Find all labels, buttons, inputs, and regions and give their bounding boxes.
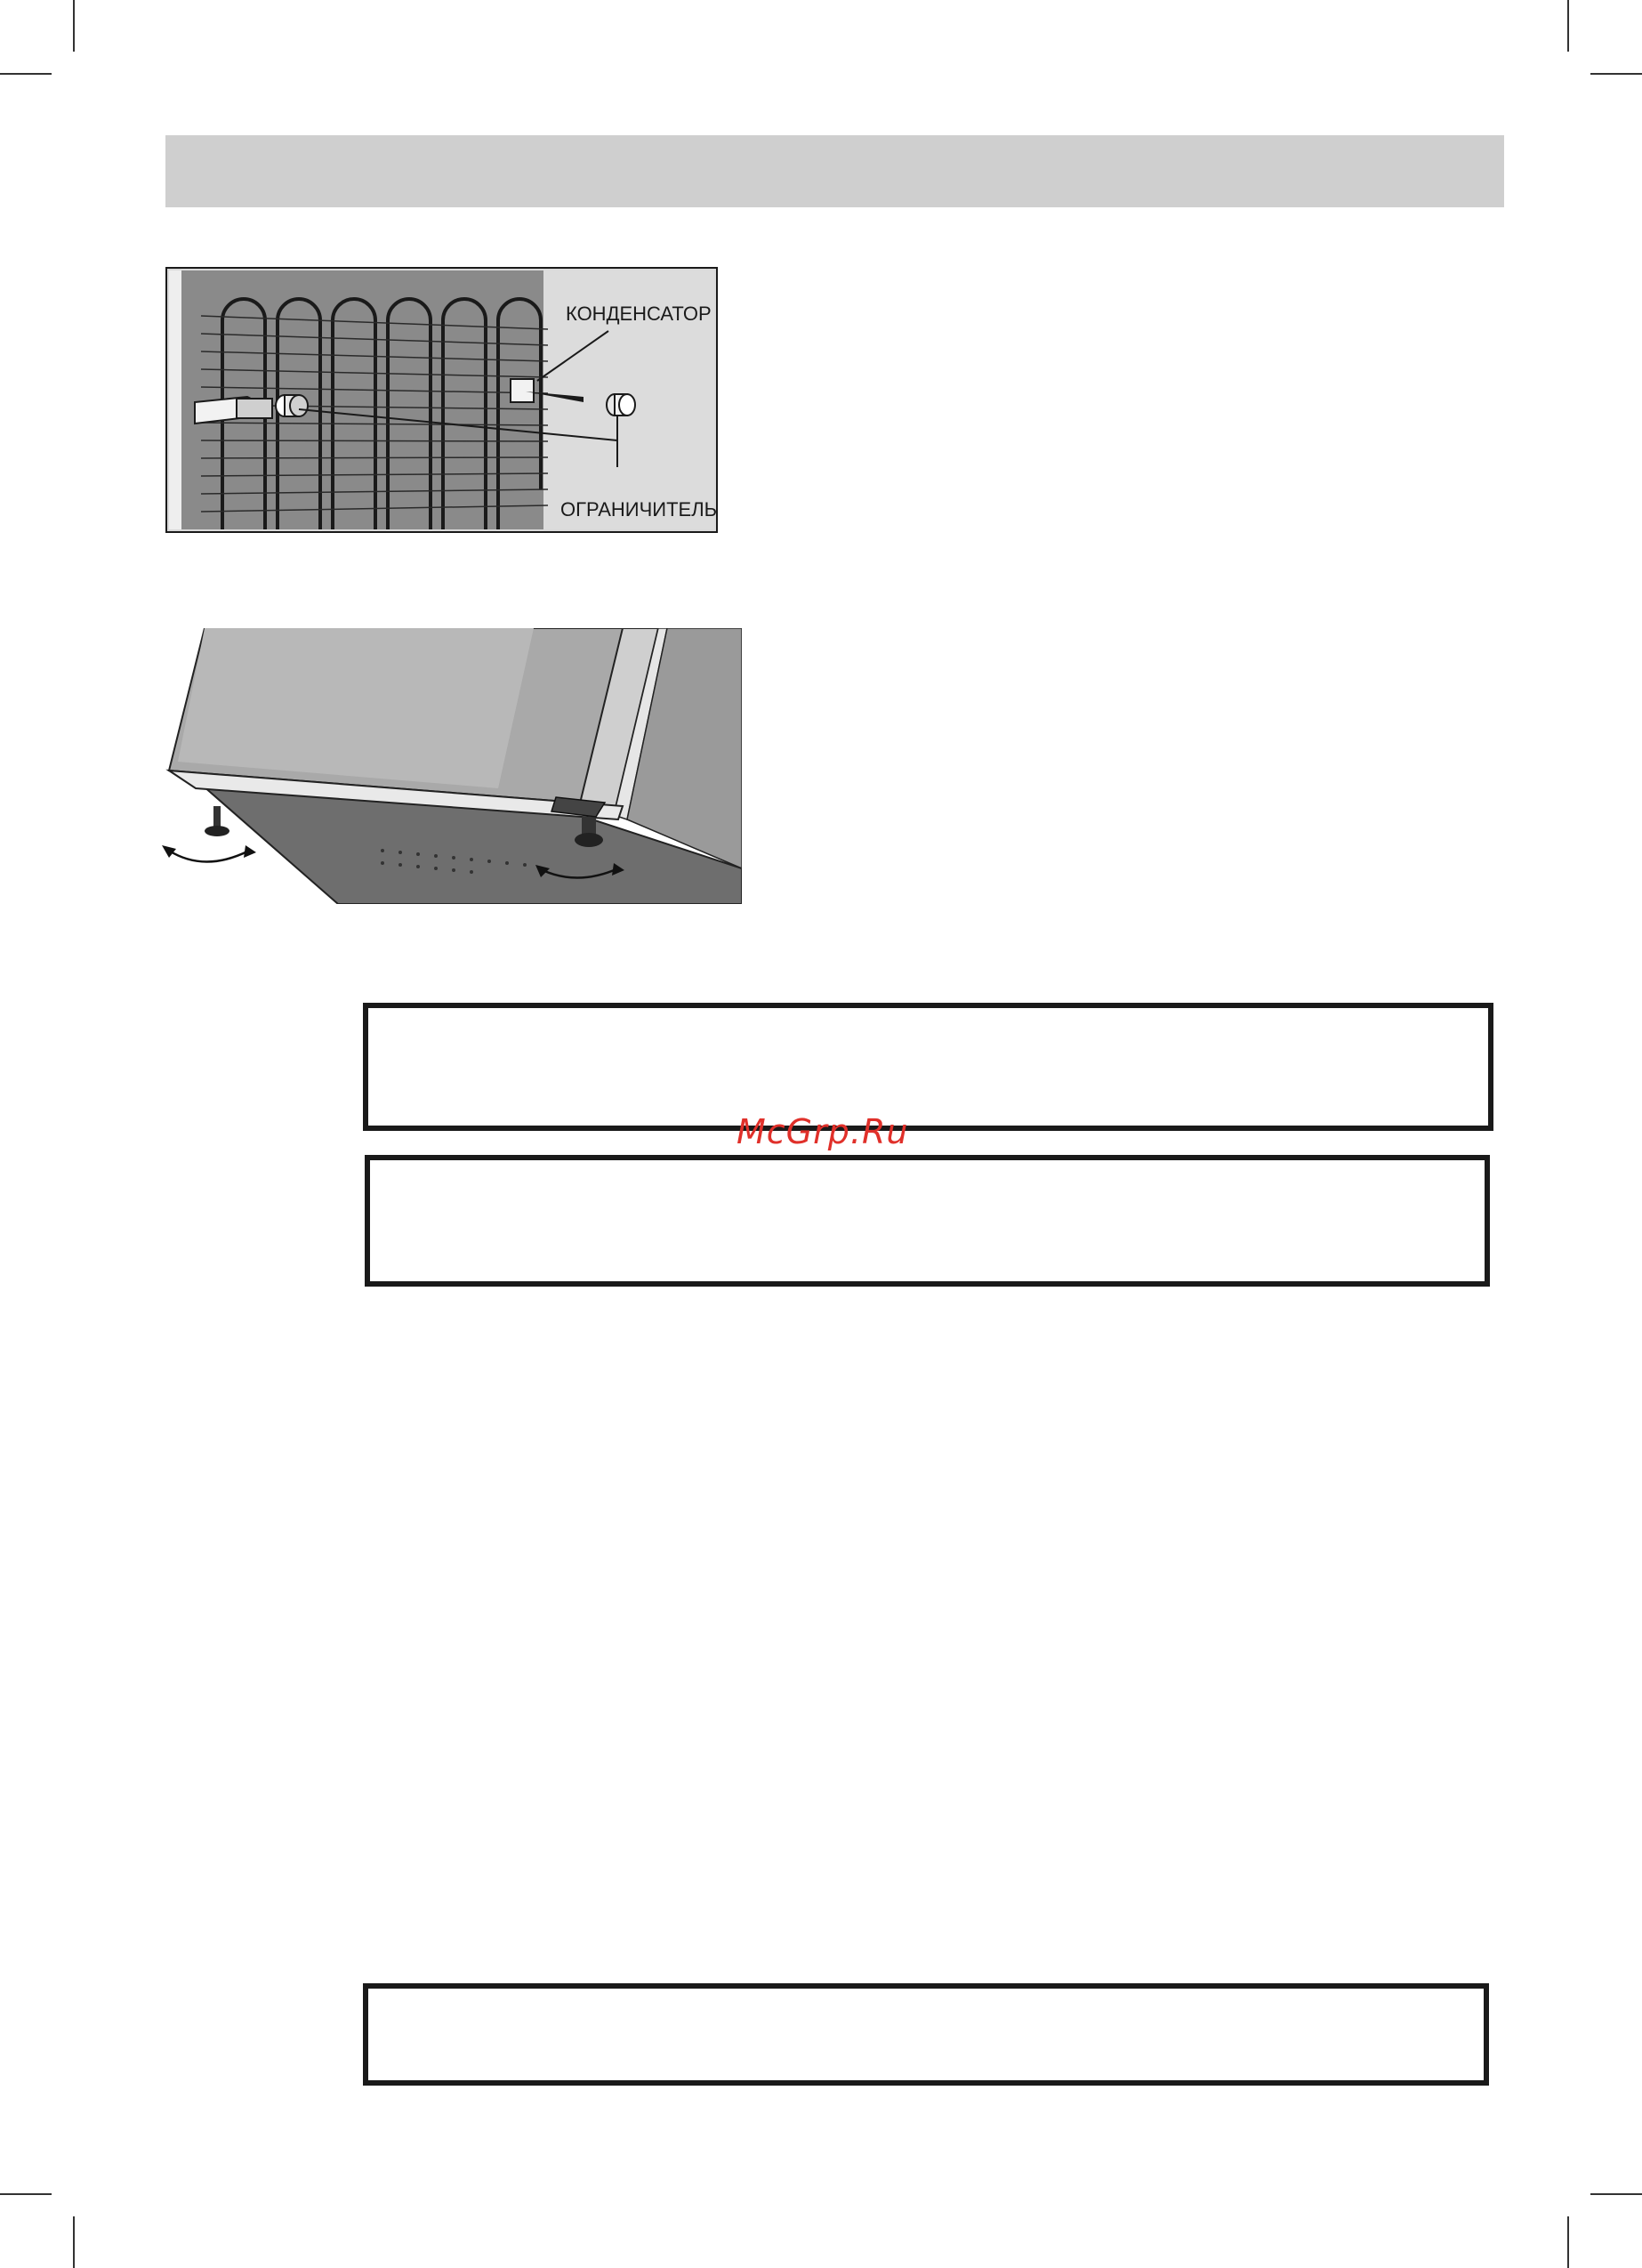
crop-mark bbox=[1567, 0, 1569, 52]
notice-box-1 bbox=[363, 1003, 1493, 1131]
watermark: McGrp.Ru bbox=[736, 1112, 909, 1151]
crop-mark bbox=[73, 2216, 75, 2268]
notice-box-2 bbox=[365, 1155, 1490, 1287]
condenser-label: КОНДЕНСАТОР bbox=[566, 303, 712, 325]
condenser-illustration bbox=[165, 267, 718, 533]
crop-mark bbox=[1590, 73, 1642, 75]
limiter-label: ОГРАНИЧИТЕЛЬ bbox=[560, 498, 718, 521]
notice-box-3 bbox=[363, 1983, 1489, 2086]
condenser-figure bbox=[165, 267, 718, 533]
leveling-feet-figure bbox=[160, 628, 742, 904]
crop-mark bbox=[0, 2193, 52, 2195]
crop-mark bbox=[0, 73, 52, 75]
crop-mark bbox=[1590, 2193, 1642, 2195]
section-header-bar bbox=[165, 135, 1504, 207]
crop-mark bbox=[1567, 2216, 1569, 2268]
crop-mark bbox=[73, 0, 75, 52]
fridge-bottom-illustration bbox=[160, 628, 742, 904]
